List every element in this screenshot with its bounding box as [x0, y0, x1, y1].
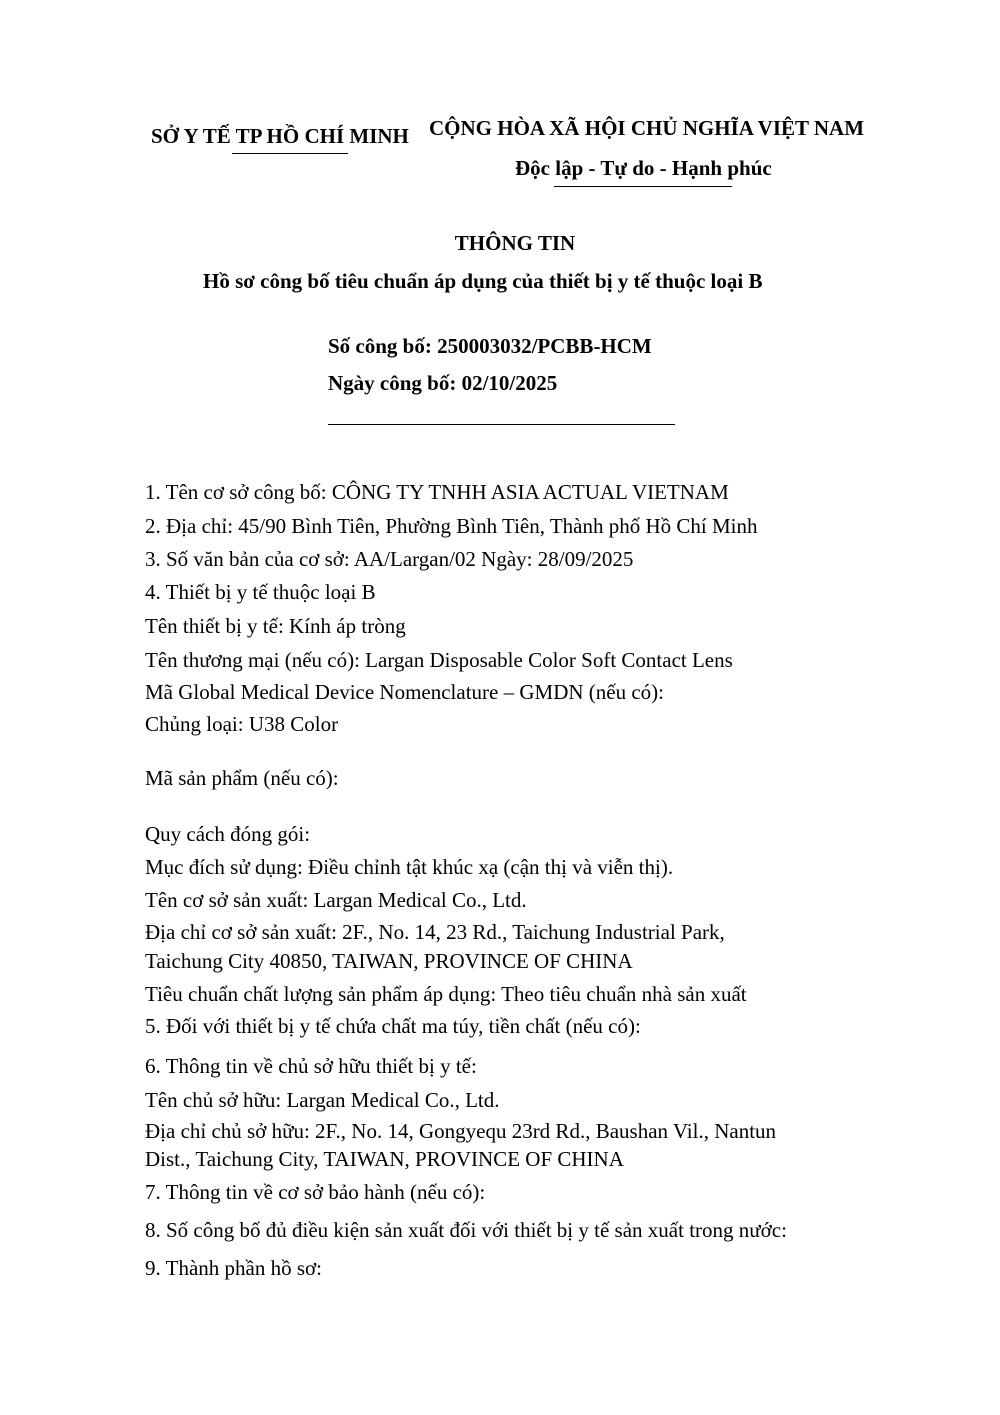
- item-9-dossier-components: 9. Thành phần hồ sơ:: [145, 1256, 322, 1280]
- doc-subtitle: Hồ sơ công bố tiêu chuẩn áp dụng của thiết bị y tế thuộc loại B: [203, 269, 763, 293]
- manufacturer-name: Tên cơ sở sản xuất: Largan Medical Co., Ltd.: [145, 888, 527, 912]
- owner-address-line-2: Dist., Taichung City, TAIWAN, PROVINCE OF CHINA: [145, 1147, 624, 1171]
- item-5-narcotics: 5. Đối với thiết bị y tế chứa chất ma túy, tiền chất (nếu có):: [145, 1014, 641, 1038]
- item-7-warranty: 7. Thông tin về cơ sở bảo hành (nếu có):: [145, 1180, 486, 1204]
- national-motto: Độc lập - Tự do - Hạnh phúc: [515, 156, 772, 180]
- agency-underline: [232, 153, 348, 154]
- announcement-date: Ngày công bố: 02/10/2025: [328, 371, 558, 395]
- section-divider: [328, 424, 675, 425]
- doc-title: THÔNG TIN: [454, 231, 576, 255]
- motto-underline: [554, 186, 732, 187]
- manufacturer-address-line-1: Địa chỉ cơ sở sản xuất: 2F., No. 14, 23 Rd., Taichung Industrial Park,: [145, 920, 725, 944]
- quality-standard: Tiêu chuẩn chất lượng sản phẩm áp dụng: Theo tiêu chuẩn nhà sản xuất: [145, 982, 747, 1006]
- item-8-production-eligibility: 8. Số công bố đủ điều kiện sản xuất đối với thiết bị y tế sản xuất trong nước:: [145, 1218, 787, 1242]
- item-1-establishment: 1. Tên cơ sở công bố: CÔNG TY TNHH ASIA ACTUAL VIETNAM: [145, 480, 729, 504]
- device-name: Tên thiết bị y tế: Kính áp tròng: [145, 614, 406, 638]
- intended-use: Mục đích sử dụng: Điều chỉnh tật khúc xạ (cận thị và viễn thị).: [145, 855, 674, 879]
- item-2-address: 2. Địa chỉ: 45/90 Bình Tiên, Phường Bình Tiên, Thành phố Hồ Chí Minh: [145, 514, 758, 538]
- agency-name: SỞ Y TẾ TP HỒ CHÍ MINH: [151, 124, 409, 148]
- owner-name: Tên chủ sở hữu: Largan Medical Co., Ltd.: [145, 1088, 500, 1112]
- item-6-owner-info: 6. Thông tin về chủ sở hữu thiết bị y tế:: [145, 1054, 477, 1078]
- packaging-spec: Quy cách đóng gói:: [145, 822, 311, 846]
- owner-address-line-1: Địa chỉ chủ sở hữu: 2F., No. 14, Gongyequ 23rd Rd., Baushan Vil., Nantun: [145, 1119, 777, 1143]
- announcement-number: Số công bố: 250003032/PCBB-HCM: [328, 334, 652, 358]
- device-type: Chủng loại: U38 Color: [145, 712, 339, 736]
- item-4-device-class: 4. Thiết bị y tế thuộc loại B: [145, 580, 376, 604]
- product-code: Mã sản phẩm (nếu có):: [145, 766, 339, 790]
- trade-name: Tên thương mại (nếu có): Largan Disposable Color Soft Contact Lens: [145, 648, 733, 672]
- item-3-document-number: 3. Số văn bản của cơ sở: AA/Largan/02 Ngày: 28/09/2025: [145, 547, 634, 571]
- gmdn-code: Mã Global Medical Device Nomenclature – GMDN (nếu có):: [145, 680, 664, 704]
- manufacturer-address-line-2: Taichung City 40850, TAIWAN, PROVINCE OF CHINA: [145, 949, 633, 973]
- republic-title: CỘNG HÒA XÃ HỘI CHỦ NGHĨA VIỆT NAM: [429, 116, 865, 140]
